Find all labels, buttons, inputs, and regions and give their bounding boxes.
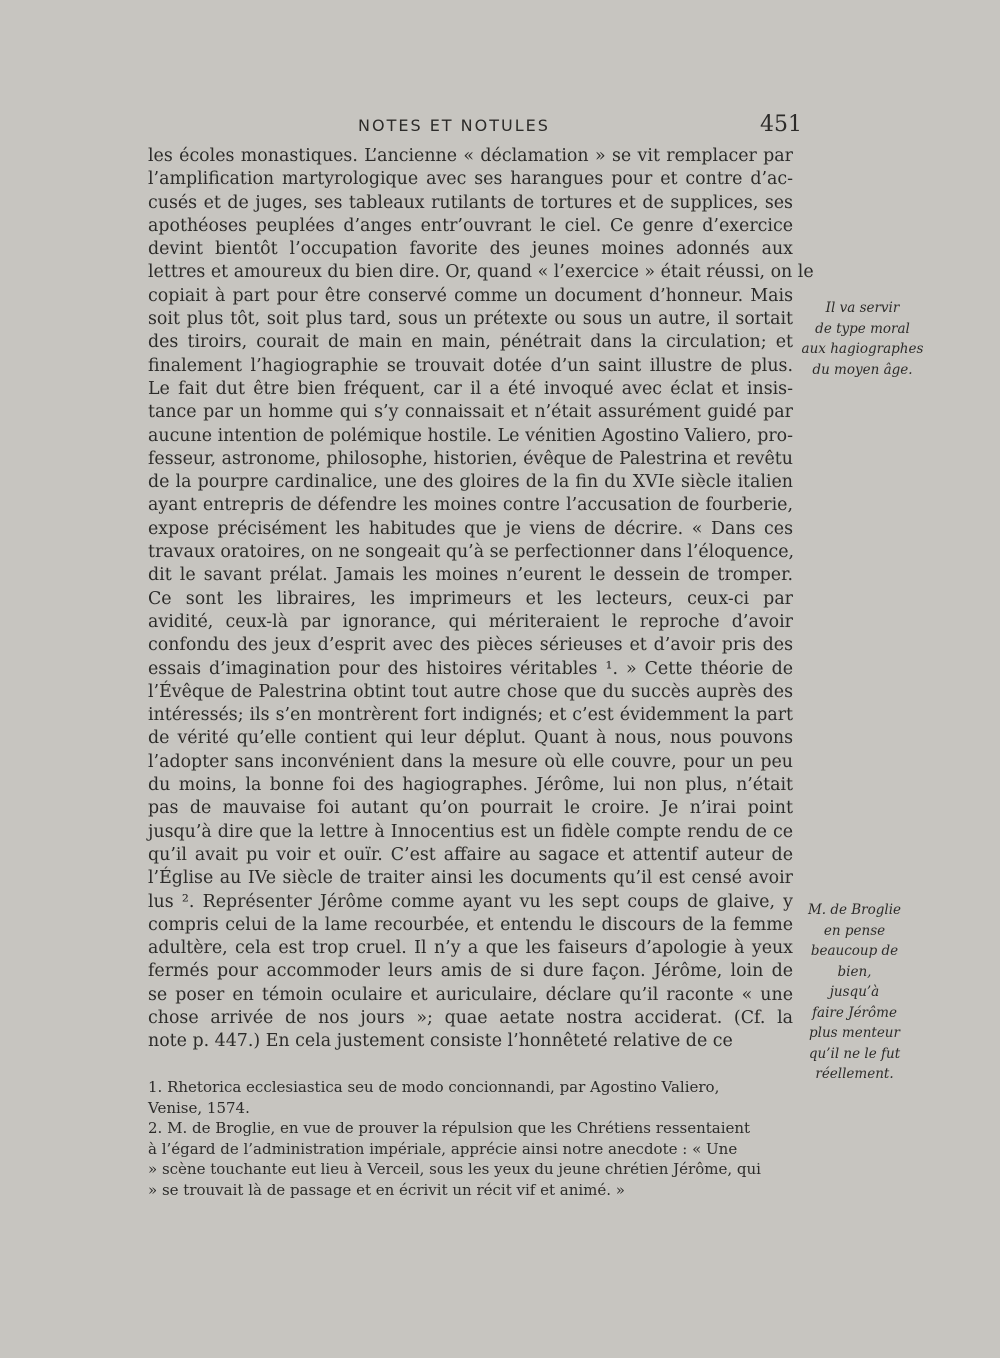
text-line: lus ². Représenter Jérôme comme ayant vu les sept coups de glaive, y: [148, 891, 793, 912]
footnote-line: 1. Rhetorica ecclesiastica seu de modo concionnandi, par Agostino Valiero,: [148, 1078, 720, 1096]
text-line: avidité, ceux-là par ignorance, qui mériteraient le reproche d’avoir: [148, 611, 793, 632]
text-line: les écoles monastiques. L’ancienne « déclamation » se vit remplacer par: [148, 146, 793, 166]
margin-note-line: qu’il ne le fut: [808, 1045, 901, 1062]
footnotes: [148, 1077, 793, 1201]
margin-note-type-moral: [800, 298, 925, 380]
text-line: lettres et amoureux du bien dire. Or, quand « l’exercice » était réussi, on le: [148, 262, 814, 283]
text-line: de la pourpre cardinalice, une des gloires de la fin du XVIe siècle italien: [148, 472, 793, 493]
text-line: ayant entrepris de défendre les moines contre l’accusation de fourberie,: [148, 495, 793, 516]
footnote-line: » scène touchante eut lieu à Verceil, sous les yeux du jeune chrétien Jérôme, qui: [148, 1160, 761, 1179]
text-line: essais d’imagination pour des histoires véritables ¹. » Cette théorie de: [148, 658, 793, 679]
text-line: confondu des jeux d’esprit avec des pièces sérieuses et d’avoir pris des: [148, 635, 793, 656]
text-line: du moins, la bonne foi des hagiographes. Jérôme, lui non plus, n’était: [148, 775, 793, 796]
footnote-line: Venise, 1574.: [148, 1098, 250, 1117]
margin-note-line: plus menteur: [809, 1025, 900, 1041]
text-line: l’Évêque de Palestrina obtint tout autre chose que du succès auprès des: [148, 681, 793, 702]
margin-note-line: jusqu’à: [829, 984, 880, 1000]
text-line: chose arrivée de nos jours »; quae aetate nostra acciderat. (Cf. la: [148, 1007, 793, 1028]
margin-note-line: de type moral: [815, 320, 910, 337]
footnote-line: 2. M. de Broglie, en vue de prouver la répulsion que les Chrétiens ressentaient: [148, 1119, 751, 1138]
margin-note-line: Il va servir: [825, 300, 900, 316]
text-line: l’adopter sans inconvénient dans la mesure où elle couvre, pour un peu: [148, 751, 793, 772]
text-line: cusés et de juges, ses tableaux rutilants de tortures et de supplices, ses: [148, 192, 793, 213]
text-line: tance par un homme qui s’y connaissait et n’était assurément guidé par: [148, 402, 793, 423]
text-line: Ce sont les libraires, les imprimeurs et les lecteurs, ceux-ci par: [148, 588, 793, 609]
text-line: fesseur, astronome, philosophe, historien, évêque de Palestrina et revêtu: [148, 448, 793, 469]
text-line: des tiroirs, courait de main en main, pénétrait dans la circulation; et: [148, 332, 793, 353]
main-text: [148, 145, 814, 1054]
page-number: 451: [760, 112, 802, 137]
margin-note-line: en pense: [823, 922, 886, 939]
text-line: fermés pour accommoder leurs amis de si dure façon. Jérôme, loin de: [148, 961, 793, 982]
footnote-line: à l’égard de l’administration impériale, apprécie ainsi notre anecdote : « Une: [148, 1139, 738, 1158]
footnote-line: » se trouvait là de passage et en écrivit un récit vif et animé. »: [148, 1180, 625, 1199]
margin-note-line: M. de Broglie: [807, 902, 902, 918]
margin-note-line: faire Jérôme: [812, 1004, 897, 1021]
margin-note-broglie: [792, 900, 917, 1085]
text-line: apothéoses peuplées d’anges entr’ouvrant le ciel. Ce genre d’exercice: [148, 215, 793, 236]
text-line: se poser en témoin oculaire et auriculaire, déclare qu’il raconte « une: [148, 984, 793, 1005]
text-line: de vérité qu’elle contient qui leur déplut. Quant à nous, nous pouvons: [148, 728, 793, 749]
running-header: NOTES ET NOTULES: [358, 116, 550, 135]
margin-note-line: aux hagiographes: [801, 341, 924, 357]
text-line: Le fait dut être bien fréquent, car il a été invoqué avec éclat et insis-: [148, 378, 793, 399]
text-line: copiait à part pour être conservé comme un document d’honneur. Mais: [148, 285, 793, 306]
text-line: compris celui de la lame recourbée, et entendu le discours de la femme: [148, 914, 793, 935]
text-line: expose précisément les habitudes que je viens de décrire. « Dans ces: [148, 518, 793, 539]
margin-note-line: du moyen âge.: [812, 361, 913, 378]
text-line: aucune intention de polémique hostile. Le vénitien Agostino Valiero, pro-: [148, 425, 793, 446]
text-line: adultère, cela est trop cruel. Il n’y a que les faiseurs d’apologie à yeux: [148, 938, 793, 959]
text-line: qu’il avait pu voir et ouïr. C’est affaire au sagace et attentif auteur de: [148, 844, 793, 865]
text-line: pas de mauvaise foi autant qu’on pourrait le croire. Je n’irai point: [148, 798, 793, 819]
text-line: devint bientôt l’occupation favorite des jeunes moines adonnés aux: [148, 239, 793, 260]
text-line: l’amplification martyrologique avec ses harangues pour et contre d’ac-: [148, 169, 793, 190]
margin-note-line: réellement.: [815, 1066, 894, 1082]
text-line: soit plus tôt, soit plus tard, sous un prétexte ou sous un autre, il sortait: [148, 309, 793, 330]
text-line: jusqu’à dire que la lettre à Innocentius est un fidèle compte rendu de ce: [148, 821, 793, 842]
text-line: travaux oratoires, on ne songeait qu’à se perfectionner dans l’éloquence,: [148, 542, 795, 563]
margin-note-line: beaucoup de bien,: [810, 943, 899, 980]
text-line: dit le savant prélat. Jamais les moines n’eurent le dessein de tromper.: [148, 565, 793, 586]
text-line: note p. 447.) En cela justement consiste l’honnêteté relative de ce: [148, 1031, 733, 1052]
text-line: intéressés; ils s’en montrèrent fort indignés; et c’est évidemment la part: [148, 705, 793, 726]
text-line: l’Église au IVe siècle de traiter ainsi les documents qu’il est censé avoir: [148, 868, 793, 889]
text-line: finalement l’hagiographie se trouvait dotée d’un saint illustre de plus.: [148, 355, 793, 376]
